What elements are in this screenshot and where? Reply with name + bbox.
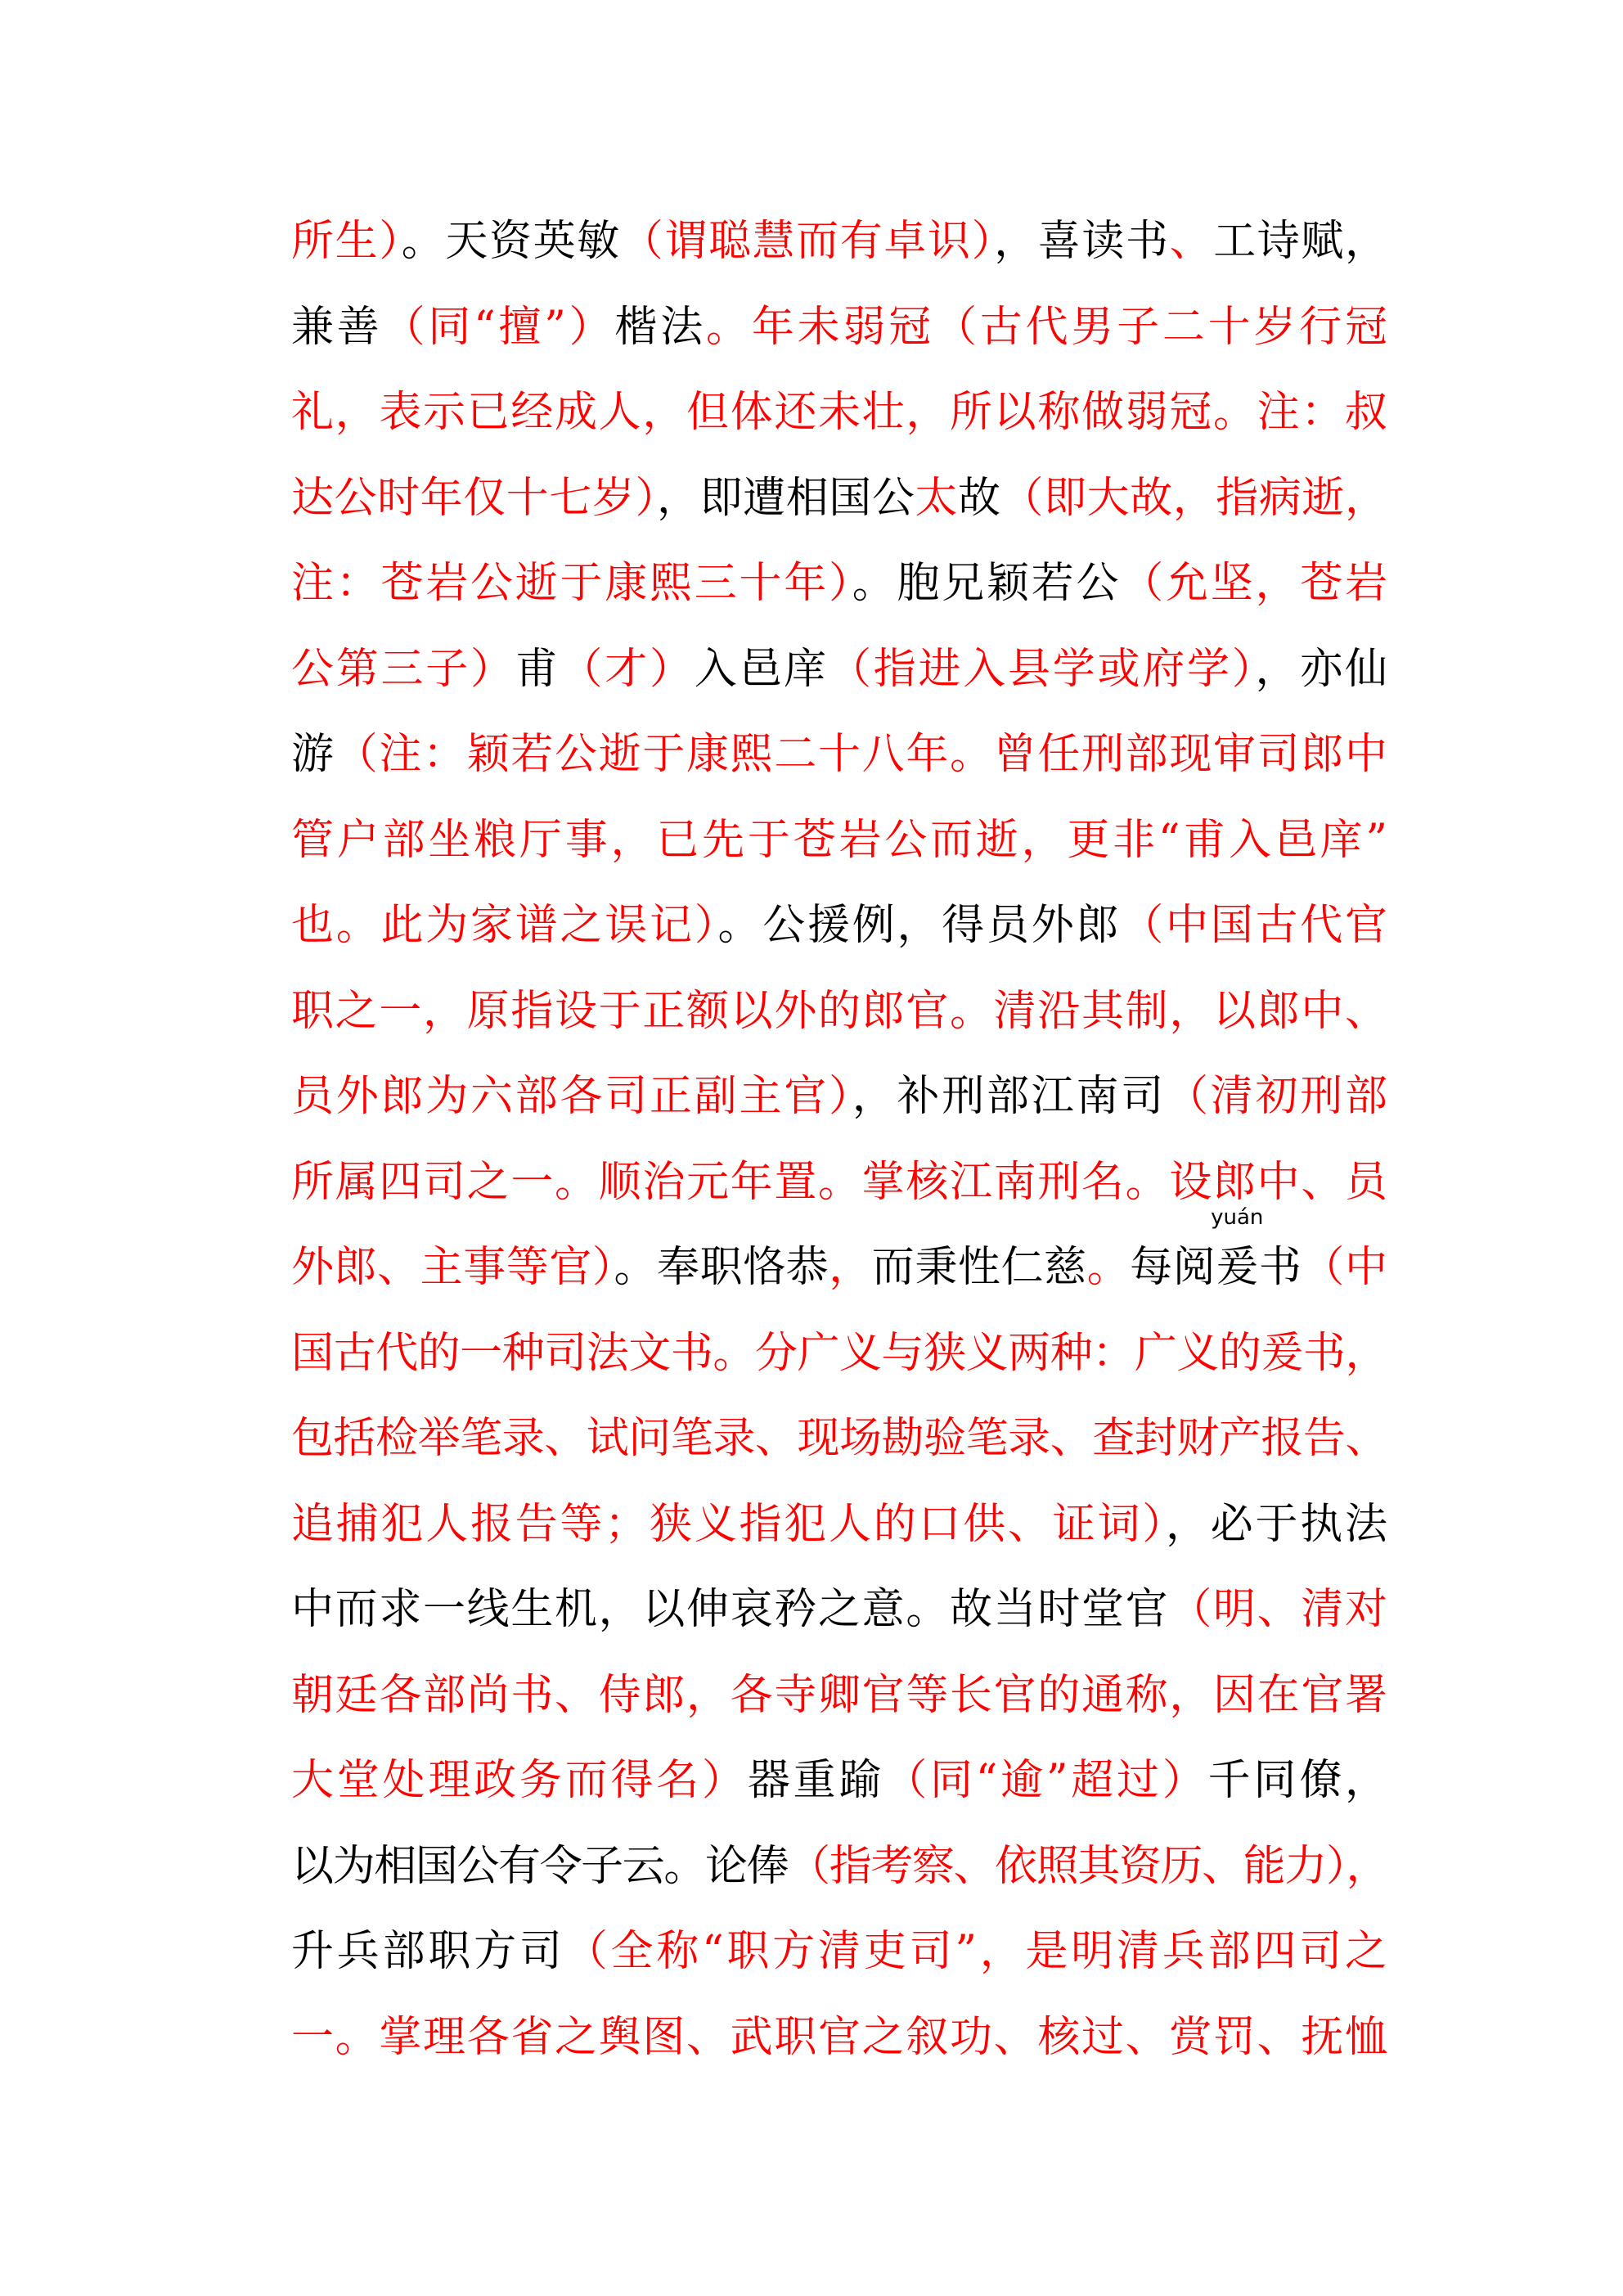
- annotation-text: 、: [1169, 217, 1214, 266]
- text-line: [291, 209, 1387, 295]
- body-text: 升兵部职方司: [291, 1927, 565, 1976]
- annotation-text: 也。此为家谱之误记）: [291, 901, 718, 950]
- annotation-text: 所属四司之一。顺治元年置。掌核江南刑名。设郎中、员: [291, 1157, 1387, 1207]
- text-line: [291, 893, 1387, 979]
- annotation-text: 职之一，原指设于正额以外的郎官。清沿其制，以郎中、: [291, 986, 1387, 1036]
- annotation-text: 大堂处理政务而得名）: [291, 1756, 748, 1805]
- annotation-text: （全称“职方清吏司”，是明清兵部四司之: [564, 1927, 1387, 1976]
- annotation-text: 礼，表示已经成人，但体还未壮，所以称做弱冠。注：叔: [291, 388, 1387, 437]
- body-text: ，补刑部江南司: [852, 1072, 1166, 1121]
- text-line: [291, 295, 1387, 380]
- body-text: ，即遭相国公: [657, 473, 915, 523]
- text-line: [291, 1064, 1387, 1150]
- body-text: 。奉职恪恭: [614, 1243, 829, 1292]
- text-line: [291, 1834, 1387, 1920]
- body-text: ，喜读书: [994, 217, 1170, 266]
- body-text: 而秉性仁慈: [871, 1243, 1087, 1292]
- body-text: 兼善: [291, 302, 383, 352]
- text-line: [291, 808, 1387, 894]
- text-line: [291, 1919, 1387, 2005]
- annotation-text: （即大故，指病逝，: [1000, 473, 1387, 523]
- annotation-text: 管户部坐粮厅事，已先于苍岩公而逝，更非“甫入邑庠”: [291, 815, 1387, 865]
- annotation-text: 一。掌理各省之舆图、武职官之叙功、核过、赏罚、抚恤: [291, 2012, 1387, 2062]
- text-line: [291, 722, 1387, 808]
- annotation-text: （同“逾”超过）: [884, 1756, 1208, 1805]
- body-text: 中而求一线生机，以伸哀矜之意。故当时堂官: [291, 1585, 1170, 1634]
- annotation-text: （谓聪慧而有卓识）: [620, 217, 995, 266]
- body-text: ，必于执法: [1166, 1499, 1387, 1549]
- text-line: [291, 1748, 1387, 1834]
- body-text: ，亦仙: [1255, 644, 1387, 694]
- annotation-text: （同“擅”）: [382, 302, 615, 352]
- annotation-text: （明、清对: [1169, 1585, 1387, 1634]
- body-text: 书: [1258, 1243, 1302, 1292]
- body-text: 游: [291, 730, 335, 779]
- annotation-text: 追捕犯人报告等；狭义指犯人的口供、证词）: [291, 1499, 1166, 1549]
- annotated-text-body: [291, 209, 1387, 2090]
- annotation-text: （中: [1302, 1243, 1387, 1292]
- ruby-base-char: 爰: [1216, 1243, 1259, 1292]
- body-text: 器重踰: [747, 1756, 885, 1805]
- annotation-text: 公第三子）: [291, 644, 515, 694]
- text-line: [291, 2005, 1387, 2091]
- text-line: [291, 1205, 1387, 1321]
- body-text: 楷法: [614, 302, 707, 352]
- annotation-text: 员外郎为六部各司正副主官）: [291, 1072, 852, 1121]
- annotation-text: 。: [1086, 1243, 1131, 1292]
- text-line: [291, 1492, 1387, 1578]
- annotation-text: 所生）: [291, 217, 402, 266]
- annotation-text: 外郎、主事等官）: [291, 1243, 614, 1292]
- annotation-text: 。年未弱冠（古代男子二十岁行冠: [706, 302, 1387, 352]
- annotation-text: （才）: [560, 644, 695, 694]
- pinyin-annotation: yuán: [1211, 1205, 1264, 1230]
- annotation-text: 太: [915, 473, 958, 523]
- annotation-text: （允坚，苍岩: [1121, 559, 1387, 608]
- ruby-annotated-char: [1211, 1205, 1264, 1300]
- annotation-text: （中国古代官: [1121, 901, 1387, 950]
- text-line: [291, 551, 1387, 637]
- body-text: 工诗赋，: [1213, 217, 1387, 266]
- text-line: [291, 1406, 1387, 1492]
- text-line: [291, 979, 1387, 1065]
- annotation-text: 朝廷各部尚书、侍郎，各寺卿官等长官的通称，因在官署: [291, 1670, 1387, 1720]
- text-line: [291, 380, 1387, 466]
- body-text: 千同僚，: [1207, 1756, 1387, 1805]
- text-line: [291, 637, 1387, 723]
- annotation-text: 国古代的一种司法文书。分广义与狭义两种：广义的爰书，: [291, 1328, 1387, 1378]
- text-line: [291, 1321, 1387, 1407]
- body-text: 以为相国公有令子云。论俸: [291, 1841, 789, 1891]
- body-text: 甫: [515, 644, 560, 694]
- annotation-text: （注：颖若公逝于康熙二十八年。曾任刑部现审司郎中: [335, 730, 1387, 779]
- annotation-text: （指进入县学或府学）: [829, 644, 1256, 694]
- body-text: 故: [957, 473, 1001, 523]
- text-line: [291, 466, 1387, 551]
- body-text: 每阅: [1130, 1243, 1216, 1292]
- annotation-text: （指考察、依照其资历、能力），: [788, 1841, 1387, 1891]
- annotation-text: 达公时年仅十七岁）: [291, 473, 658, 523]
- text-line: [291, 1663, 1387, 1749]
- text-line: [291, 1577, 1387, 1663]
- body-text: 入邑庠: [694, 644, 829, 694]
- body-text: 。胞兄颖若公: [852, 559, 1122, 608]
- annotation-text: 注：苍岩公逝于康熙三十年）: [291, 559, 852, 608]
- annotation-text: （清初刑部: [1165, 1072, 1387, 1121]
- annotation-text: ，: [829, 1243, 872, 1292]
- body-text: 。公援例，得员外郎: [717, 901, 1122, 950]
- annotation-text: 包括检举笔录、试问笔录、现场勘验笔录、查封财产报告、: [291, 1414, 1387, 1463]
- body-text: 。天资英敏: [401, 217, 621, 266]
